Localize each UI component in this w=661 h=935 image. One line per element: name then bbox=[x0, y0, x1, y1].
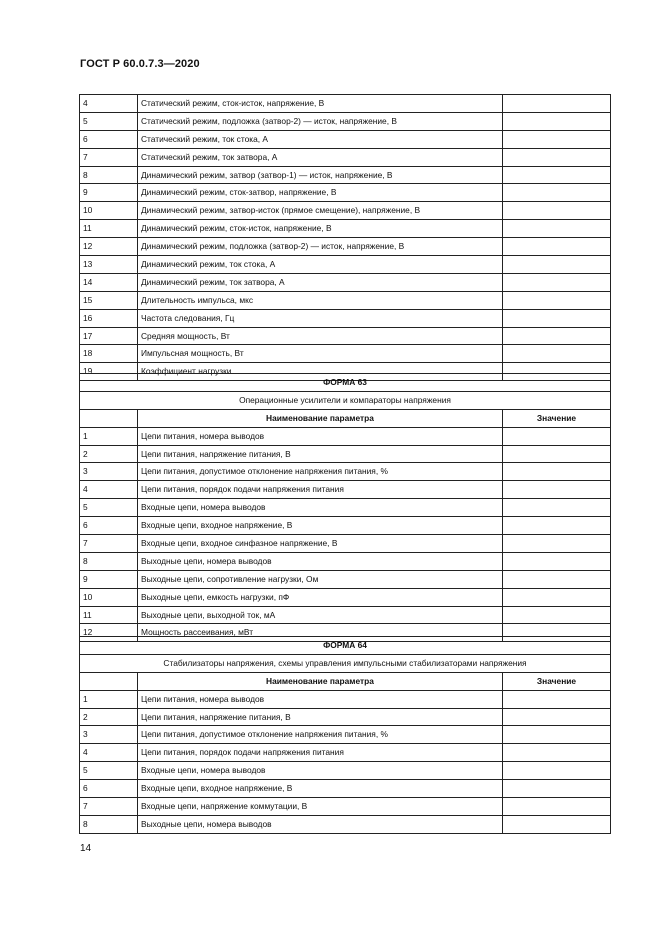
table-row bbox=[80, 499, 611, 517]
table-row bbox=[80, 184, 611, 202]
parameter-value bbox=[503, 345, 611, 363]
table-row bbox=[80, 588, 611, 606]
table-row bbox=[80, 535, 611, 553]
parameter-value bbox=[503, 690, 611, 708]
table-row bbox=[80, 202, 611, 220]
parameter-value bbox=[503, 309, 611, 327]
form-64-subtitle: Стабилизаторы напряжения, схемы управления импульсными стабилизаторами напряжения bbox=[80, 654, 611, 672]
parameter-name: Входные цепи, номера выводов bbox=[138, 762, 503, 780]
table-row bbox=[80, 309, 611, 327]
row-number: 10 bbox=[80, 588, 138, 606]
parameter-name: Цепи питания, номера выводов bbox=[138, 427, 503, 445]
parameter-name: Входные цепи, напряжение коммутации, В bbox=[138, 798, 503, 816]
row-number: 6 bbox=[80, 517, 138, 535]
row-number: 16 bbox=[80, 309, 138, 327]
row-number: 9 bbox=[80, 570, 138, 588]
parameter-name: Выходные цепи, номера выводов bbox=[138, 815, 503, 833]
parameter-value bbox=[503, 762, 611, 780]
row-number: 5 bbox=[80, 762, 138, 780]
row-number: 12 bbox=[80, 238, 138, 256]
parameter-value bbox=[503, 588, 611, 606]
table-row bbox=[80, 148, 611, 166]
row-number: 7 bbox=[80, 798, 138, 816]
table-row bbox=[80, 815, 611, 833]
row-number: 8 bbox=[80, 552, 138, 570]
form-64-col-num-header bbox=[80, 672, 138, 690]
table-row bbox=[80, 570, 611, 588]
parameter-value bbox=[503, 291, 611, 309]
parameter-value bbox=[503, 570, 611, 588]
table-row bbox=[80, 130, 611, 148]
form-64-col-param-header: Наименование параметра bbox=[138, 672, 503, 690]
row-number: 9 bbox=[80, 184, 138, 202]
table-row bbox=[80, 445, 611, 463]
parameter-name: Динамический режим, затвор-исток (прямое смещение), напряжение, В bbox=[138, 202, 503, 220]
table-row bbox=[80, 291, 611, 309]
row-number: 11 bbox=[80, 220, 138, 238]
parameter-value bbox=[503, 184, 611, 202]
parameter-value bbox=[503, 238, 611, 256]
table-row bbox=[80, 112, 611, 130]
parameter-value bbox=[503, 481, 611, 499]
parameter-name: Статический режим, подложка (затвор-2) — исток, напряжение, В bbox=[138, 112, 503, 130]
row-number: 8 bbox=[80, 815, 138, 833]
row-number: 4 bbox=[80, 95, 138, 113]
table-row bbox=[80, 708, 611, 726]
row-number: 2 bbox=[80, 445, 138, 463]
row-number: 3 bbox=[80, 726, 138, 744]
row-number: 6 bbox=[80, 130, 138, 148]
table-row bbox=[80, 744, 611, 762]
row-number: 18 bbox=[80, 345, 138, 363]
table-row bbox=[80, 762, 611, 780]
parameter-name: Длительность импульса, мкс bbox=[138, 291, 503, 309]
parameter-value bbox=[503, 744, 611, 762]
document-title: ГОСТ Р 60.0.7.3—2020 bbox=[80, 58, 200, 70]
table-row bbox=[80, 690, 611, 708]
parameter-name: Статический режим, сток-исток, напряжение, В bbox=[138, 95, 503, 113]
parameter-name: Входные цепи, входное напряжение, В bbox=[138, 517, 503, 535]
table-row bbox=[80, 463, 611, 481]
parameter-name: Выходные цепи, емкость нагрузки, пФ bbox=[138, 588, 503, 606]
parameter-name: Динамический режим, затвор (затвор-1) — исток, напряжение, В bbox=[138, 166, 503, 184]
parameter-name: Частота следования, Гц bbox=[138, 309, 503, 327]
parameter-name: Цепи питания, напряжение питания, В bbox=[138, 445, 503, 463]
parameter-name: Цепи питания, допустимое отклонение напряжения питания, % bbox=[138, 726, 503, 744]
page-number: 14 bbox=[80, 843, 92, 854]
form-64-table bbox=[79, 636, 611, 834]
table-row bbox=[80, 327, 611, 345]
table-row bbox=[80, 726, 611, 744]
parameter-value bbox=[503, 148, 611, 166]
parameter-name: Динамический режим, сток-исток, напряжение, В bbox=[138, 220, 503, 238]
form-64-body bbox=[80, 690, 611, 833]
parameter-value bbox=[503, 273, 611, 291]
parameter-name: Входные цепи, входное напряжение, В bbox=[138, 780, 503, 798]
parameter-value bbox=[503, 552, 611, 570]
form-63-col-value-header: Значение bbox=[503, 409, 611, 427]
parameter-value bbox=[503, 815, 611, 833]
parameter-name: Динамический режим, ток стока, А bbox=[138, 256, 503, 274]
row-number: 1 bbox=[80, 690, 138, 708]
parameter-value bbox=[503, 535, 611, 553]
parameter-name: Входные цепи, входное синфазное напряжение, В bbox=[138, 535, 503, 553]
row-number: 5 bbox=[80, 112, 138, 130]
parameter-value bbox=[503, 517, 611, 535]
form-63-col-param-header: Наименование параметра bbox=[138, 409, 503, 427]
table-row bbox=[80, 166, 611, 184]
row-number: 3 bbox=[80, 463, 138, 481]
parameter-value bbox=[503, 798, 611, 816]
table-row bbox=[80, 273, 611, 291]
parameter-name: Статический режим, ток затвора, А bbox=[138, 148, 503, 166]
parameter-name: Коэффициент нагрузки bbox=[138, 363, 503, 381]
row-number: 6 bbox=[80, 780, 138, 798]
parameter-value bbox=[503, 463, 611, 481]
row-number: 5 bbox=[80, 499, 138, 517]
parameter-value bbox=[503, 445, 611, 463]
parameter-value bbox=[503, 202, 611, 220]
row-number: 4 bbox=[80, 744, 138, 762]
parameter-name: Цепи питания, допустимое отклонение напряжения питания, % bbox=[138, 463, 503, 481]
row-number: 19 bbox=[80, 363, 138, 381]
table-row bbox=[80, 780, 611, 798]
parameter-name: Динамический режим, подложка (затвор-2) — исток, напряжение, В bbox=[138, 238, 503, 256]
row-number: 12 bbox=[80, 624, 138, 642]
parameter-name: Средняя мощность, Вт bbox=[138, 327, 503, 345]
parameter-value bbox=[503, 726, 611, 744]
row-number: 13 bbox=[80, 256, 138, 274]
parameter-name: Цепи питания, порядок подачи напряжения питания bbox=[138, 481, 503, 499]
parameter-name: Мощность рассеивания, мВт bbox=[138, 624, 503, 642]
table-row bbox=[80, 220, 611, 238]
row-number: 7 bbox=[80, 148, 138, 166]
parameter-name: Входные цепи, номера выводов bbox=[138, 499, 503, 517]
form-63-col-num-header bbox=[80, 409, 138, 427]
row-number: 4 bbox=[80, 481, 138, 499]
parameter-value bbox=[503, 780, 611, 798]
parameter-value bbox=[503, 166, 611, 184]
parameter-name: Цепи питания, напряжение питания, В bbox=[138, 708, 503, 726]
row-number: 8 bbox=[80, 166, 138, 184]
form-63-body bbox=[80, 427, 611, 642]
parameter-value bbox=[503, 427, 611, 445]
continuation-table-body bbox=[80, 95, 611, 381]
parameter-value bbox=[503, 708, 611, 726]
parameter-name: Импульсная мощность, Вт bbox=[138, 345, 503, 363]
row-number: 17 bbox=[80, 327, 138, 345]
table-row bbox=[80, 427, 611, 445]
row-number: 11 bbox=[80, 606, 138, 624]
row-number: 2 bbox=[80, 708, 138, 726]
row-number: 15 bbox=[80, 291, 138, 309]
parameter-value bbox=[503, 95, 611, 113]
form-63-title: ФОРМА 63 bbox=[80, 374, 611, 392]
parameter-value bbox=[503, 130, 611, 148]
parameter-name: Цепи питания, номера выводов bbox=[138, 690, 503, 708]
form-63-subtitle: Операционные усилители и компараторы напряжения bbox=[80, 391, 611, 409]
parameter-value bbox=[503, 220, 611, 238]
form-64-title: ФОРМА 64 bbox=[80, 637, 611, 655]
table-row bbox=[80, 95, 611, 113]
parameter-value bbox=[503, 327, 611, 345]
table-row bbox=[80, 481, 611, 499]
table-row bbox=[80, 798, 611, 816]
table-row bbox=[80, 606, 611, 624]
parameter-name: Динамический режим, ток затвора, А bbox=[138, 273, 503, 291]
parameter-name: Выходные цепи, сопротивление нагрузки, Ом bbox=[138, 570, 503, 588]
parameter-value bbox=[503, 112, 611, 130]
parameter-name: Статический режим, ток стока, А bbox=[138, 130, 503, 148]
parameter-name: Цепи питания, порядок подачи напряжения питания bbox=[138, 744, 503, 762]
row-number: 1 bbox=[80, 427, 138, 445]
table-row bbox=[80, 256, 611, 274]
table-row bbox=[80, 345, 611, 363]
parameter-value bbox=[503, 606, 611, 624]
parameter-value bbox=[503, 499, 611, 517]
parameter-name: Выходные цепи, выходной ток, мА bbox=[138, 606, 503, 624]
form-64-col-value-header: Значение bbox=[503, 672, 611, 690]
table-row bbox=[80, 238, 611, 256]
parameter-name: Динамический режим, сток-затвор, напряжение, В bbox=[138, 184, 503, 202]
form-63-table bbox=[79, 373, 611, 642]
continuation-table bbox=[79, 94, 611, 381]
parameter-value bbox=[503, 256, 611, 274]
parameter-name: Выходные цепи, номера выводов bbox=[138, 552, 503, 570]
row-number: 7 bbox=[80, 535, 138, 553]
table-row bbox=[80, 517, 611, 535]
row-number: 14 bbox=[80, 273, 138, 291]
table-row bbox=[80, 552, 611, 570]
row-number: 10 bbox=[80, 202, 138, 220]
